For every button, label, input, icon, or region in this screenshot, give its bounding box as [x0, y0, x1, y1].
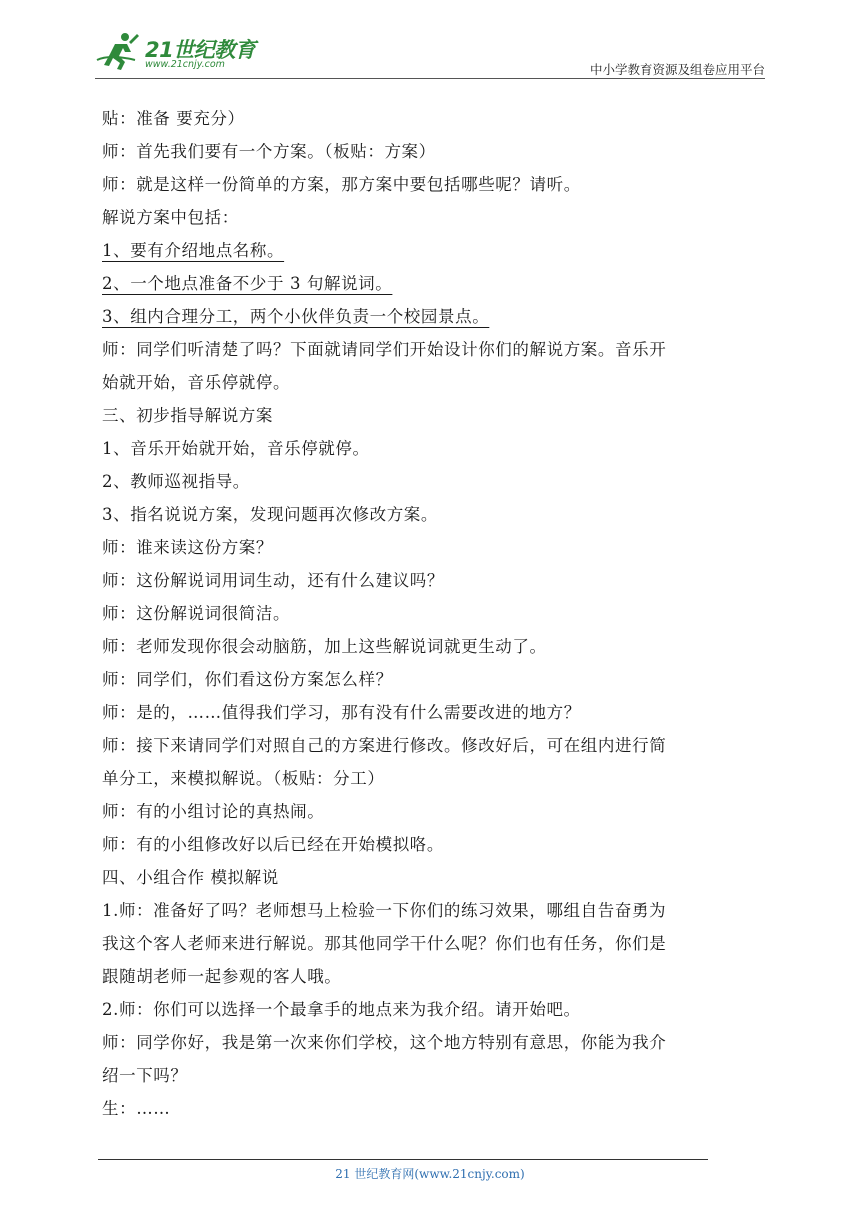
- text-line: 单分工，来模拟解说。（板贴：分工）: [102, 769, 385, 788]
- underlined-line: 2、一个地点准备不少于 3 句解说词。: [102, 274, 393, 293]
- logo-url: www.21cnjy.com: [145, 59, 225, 70]
- text-line: 师：就是这样一份简单的方案，那方案中要包括哪些呢？请听。: [102, 175, 581, 194]
- text-line: 贴：准备 要充分）: [102, 109, 245, 128]
- text-line: 师：这份解说词用词生动，还有什么建议吗？: [102, 571, 444, 590]
- text-line: 师：有的小组讨论的真热闹。: [102, 802, 325, 821]
- underlined-line: 3、组内合理分工，两个小伙伴负责一个校园景点。: [102, 307, 490, 326]
- footer-text: 21 世纪教育网(www.21cnjy.com): [335, 1167, 525, 1181]
- site-logo: [95, 30, 265, 76]
- text-line: 师：是的，……值得我们学习，那有没有什么需要改进的地方？: [102, 703, 581, 722]
- text-line: 师：有的小组修改好以后已经在开始模拟咯。: [102, 835, 444, 854]
- text-line: 师：这份解说词很简洁。: [102, 604, 291, 623]
- text-line: 生：……: [102, 1099, 171, 1118]
- document-body: [102, 102, 762, 1125]
- text-line: 师：老师发现你很会动脑筋，加上这些解说词就更生动了。: [102, 637, 547, 656]
- text-line: 师：同学你好，我是第一次来你们学校，这个地方特别有意思，你能为我介: [102, 1033, 667, 1052]
- text-line: 师：首先我们要有一个方案。（板贴：方案）: [102, 142, 436, 161]
- text-line: 1、音乐开始就开始，音乐停就停。: [102, 439, 370, 458]
- section-heading: 三、初步指导解说方案: [102, 406, 273, 425]
- text-line: 我这个客人老师来进行解说。那其他同学干什么呢？你们也有任务，你们是: [102, 934, 667, 953]
- text-line: 跟随胡老师一起参观的客人哦。: [102, 967, 342, 986]
- underlined-line: 1、要有介绍地点名称。: [102, 241, 285, 260]
- page-header: [95, 30, 765, 78]
- section-heading: 四、小组合作 模拟解说: [102, 868, 279, 887]
- logo-text: 21世纪教育: [145, 38, 256, 62]
- footer-divider: [98, 1159, 708, 1160]
- text-line: 师：谁来读这份方案？: [102, 538, 273, 557]
- text-line: 师：接下来请同学们对照自己的方案进行修改。修改好后，可在组内进行简: [102, 736, 667, 755]
- text-line: 绍一下吗？: [102, 1066, 188, 1085]
- text-line: 2、教师巡视指导。: [102, 472, 250, 491]
- text-line: 师：同学们听清楚了吗？下面就请同学们开始设计你们的解说方案。音乐开: [102, 340, 667, 359]
- text-line: 2.师：你们可以选择一个最拿手的地点来为我介绍。请开始吧。: [102, 1000, 581, 1019]
- running-man-icon: [95, 30, 143, 74]
- text-line: 师：同学们，你们看这份方案怎么样？: [102, 670, 393, 689]
- platform-name: 中小学教育资源及组卷应用平台: [589, 62, 765, 77]
- header-divider: [95, 78, 765, 79]
- text-line: 3、指名说说方案，发现问题再次修改方案。: [102, 505, 438, 524]
- text-line: 始就开始，音乐停就停。: [102, 373, 291, 392]
- text-line: 1.师：准备好了吗？老师想马上检验一下你们的练习效果，哪组自告奋勇为: [102, 901, 667, 920]
- text-line: 解说方案中包括：: [102, 208, 239, 227]
